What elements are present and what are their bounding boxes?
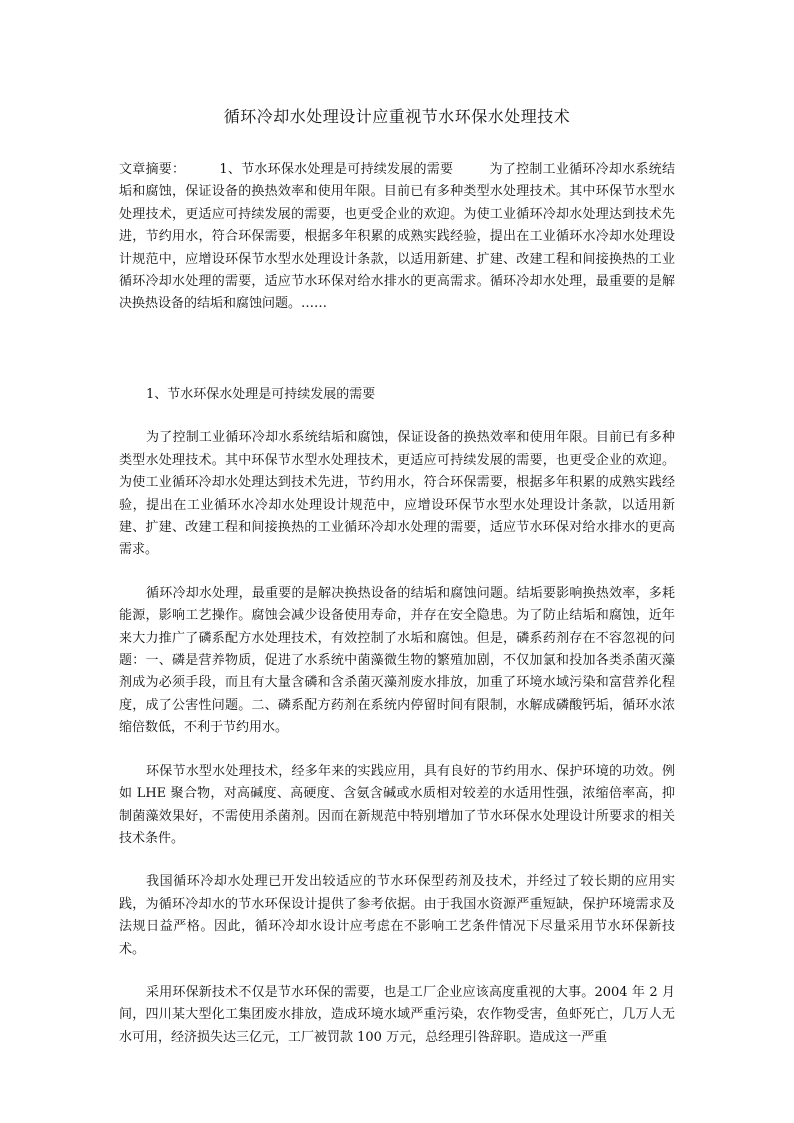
body-paragraph: 为了控制工业循环冷却水系统结垢和腐蚀，保证设备的换热效率和使用年限。目前已有多种类型水处理技术。其中环保节水型水处理技术，更适应可持续发展的需要，也更受企业的欢迎。为使工业循环冷却水处理达到技术先进，节约用水，符合环保需要，根据多年积累的成熟实践经验，提出在工业循环水冷却水处理设计规范中，应增设环保节水型水处理设计条款，以适用新建、扩建、改建工程和间接换热的工业循环冷却水处理的需要，适应节水环保对给水排水的更高需求。: [119, 430, 675, 558]
abstract-heading-ref: 1、节水环保水处理是可持续发展的需要: [219, 162, 454, 177]
abstract-text: 为了控制工业循环冷却水系统结垢和腐蚀，保证设备的换热效率和使用年限。目前已有多种类型水处理技术。其中环保节水型水处理技术，更适应可持续发展的需要，也更受企业的欢迎。为使工业循环冷却水处理达到技术先进，节约用水，符合环保需要，根据多年积累的成熟实践经验，提出在工业循环水冷却水处理设计规范中，应增设环保节水型水处理设计条款，以适用新建、扩建、改建工程和间接换热的工业循环冷却水处理的需要，适应节水环保对给水排水的更高需求。循环冷却水处理，最重要的是解决换热设备的结垢和腐蚀问题。……: [119, 162, 675, 312]
body-paragraph: 我国循环冷却水处理已开发出较适应的节水环保型药剂及技术，并经过了较长期的应用实践，为循环冷却水的节水环保设计提供了参考依据。由于我国水资源严重短缺，保护环境需求及法规日益严格。因此，循环冷却水设计应考虑在不影响工艺条件情况下尽量采用节水环保新技术。: [119, 874, 675, 957]
document-title: 循环冷却水处理设计应重视节水环保水处理技术: [223, 107, 571, 126]
abstract-label: 文章摘要：: [119, 162, 186, 177]
document-body: [119, 384, 675, 1070]
section-heading: 1、节水环保水处理是可持续发展的需要: [146, 387, 376, 402]
body-paragraph: 环保节水型水处理技术，经多年来的实践应用，具有良好的节约用水、保护环境的功效。例如 LHE 聚合物，对高碱度、高硬度、含氨含碱或水质相对较差的水适用性强，浓缩倍率高，抑制菌藻效果好，不需使用杀菌剂。因而在新规范中特别增加了节水环保水处理设计所要求的相关技术条件。: [119, 763, 675, 846]
abstract-block: [119, 159, 675, 316]
body-paragraph: 采用环保新技术不仅是节水环保的需要，也是工厂企业应该高度重视的大事。2004 年 2 月间，四川某大型化工集团废水排放，造成环境水域严重污染，农作物受害，鱼虾死亡，几万人无水可用，经济损失达三亿元，工厂被罚款 100 万元，总经理引咎辞职。造成这一严重: [119, 984, 675, 1045]
body-paragraph: 循环冷却水处理，最重要的是解决换热设备的结垢和腐蚀问题。结垢要影响换热效率，多耗能源，影响工艺操作。腐蚀会减少设备使用寿命，并存在安全隐患。为了防止结垢和腐蚀，近年来大力推广了磷系配方水处理技术，有效控制了水垢和腐蚀。但是，磷系药剂存在不容忽视的问题：一、磷是营养物质，促进了水系统中菌藻微生物的繁殖加剧，不仅加氯和投加各类杀菌灭藻剂成为必须手段，而且有大量含磷和含杀菌灭藻剂废水排放，加重了环境水域污染和富营养化程度，成了公害性问题。二、磷系配方药剂在系统内停留时间有限制，水解成磷酸钙垢，循环水浓缩倍数低，不利于节约用水。: [119, 585, 675, 736]
